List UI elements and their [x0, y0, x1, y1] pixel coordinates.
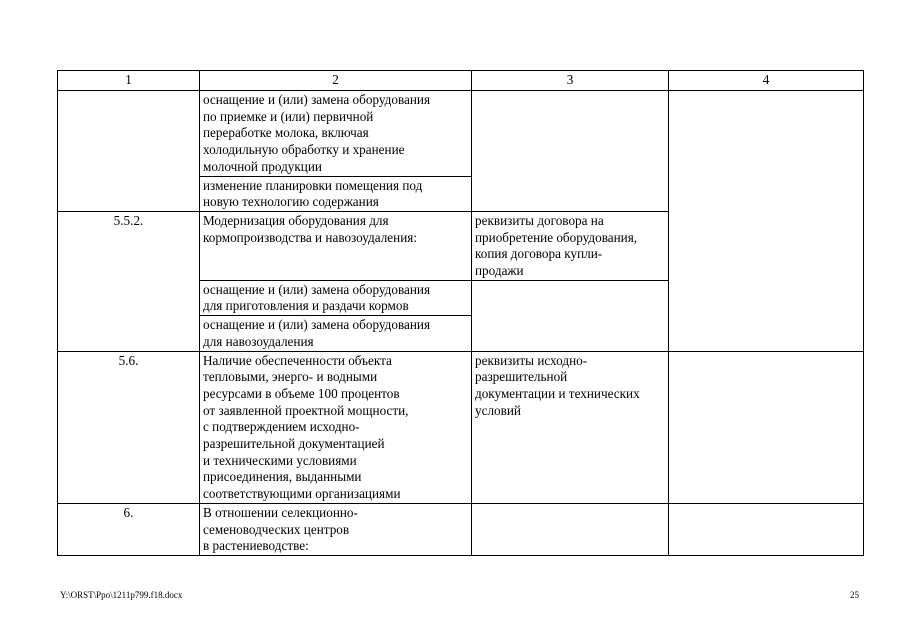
documents-cell: реквизиты исходно- разрешительной документации и технических условий [472, 351, 669, 503]
description-cell: оснащение и (или) замена оборудования для приготовления и раздачи кормов [200, 280, 472, 315]
documents-cell: реквизиты договора на приобретение оборудования, копия договора купли- продажи [472, 211, 669, 280]
notes-cell-empty [669, 91, 864, 352]
item-number-5-5-2: 5.5.2. [58, 211, 200, 351]
table-row [58, 91, 864, 177]
table-row [58, 503, 864, 555]
header-col-2: 2 [200, 71, 472, 91]
notes-cell-empty [669, 351, 864, 503]
table-row [58, 351, 864, 503]
number-cell-empty [58, 91, 200, 212]
requirements-table [57, 70, 864, 556]
header-col-4: 4 [669, 71, 864, 91]
header-col-1: 1 [58, 71, 200, 91]
documents-cell-empty [472, 503, 669, 555]
description-cell: оснащение и (или) замена оборудования для навозоудаления [200, 316, 472, 351]
description-cell: изменение планировки помещения под новую технологию содержания [200, 176, 472, 211]
header-col-3: 3 [472, 71, 669, 91]
documents-cell-empty [472, 280, 669, 351]
description-cell: Модернизация оборудования для кормопроизводства и навозоудаления: [200, 211, 472, 280]
description-cell: В отношении селекционно- семеноводческих центров в растениеводстве: [200, 503, 472, 555]
description-cell: оснащение и (или) замена оборудования по приемке и (или) первичной переработке молока, включая холодильную обработку и хранение молочной продукции [200, 91, 472, 177]
table-header-row [58, 71, 864, 91]
item-number-5-6: 5.6. [58, 351, 200, 503]
item-number-6: 6. [58, 503, 200, 555]
footer-file-path: Y:\ORST\Ppo\1211p799.f18.docx [60, 590, 183, 600]
description-cell: Наличие обеспеченности объекта тепловыми, энерго- и водными ресурсами в объеме 100 процентов от заявленной проектной мощности, с подтверждением исходно- разрешительной документацией и техническими условиями присоединения, выданными соответствующими организациями [200, 351, 472, 503]
documents-cell-empty [472, 91, 669, 212]
page-number: 25 [850, 590, 859, 600]
notes-cell-empty [669, 503, 864, 555]
